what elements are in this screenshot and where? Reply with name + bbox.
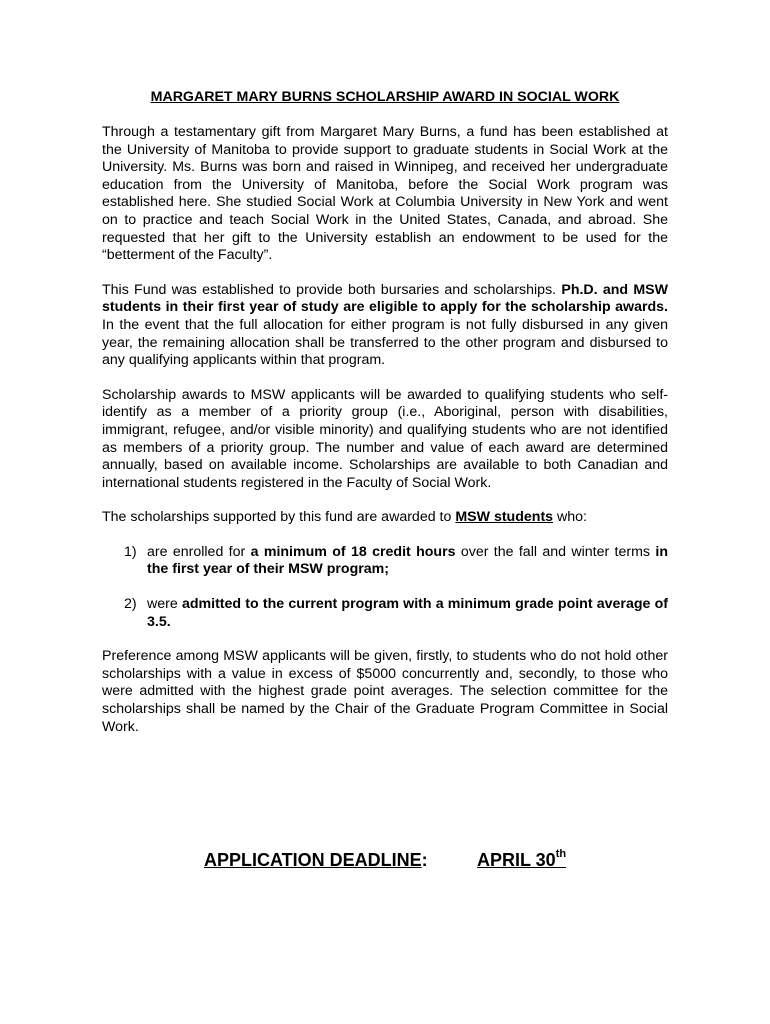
criteria-item-number: 1) bbox=[124, 543, 137, 560]
deadline-date-text: APRIL 30 bbox=[477, 850, 556, 870]
criteria-item-text-a: are enrolled for bbox=[147, 543, 251, 560]
paragraph-eligibility bbox=[102, 282, 668, 370]
deadline-date-suffix: th bbox=[555, 848, 567, 860]
criteria-item-bold-b: in the first year of their MSW program; bbox=[147, 543, 668, 578]
paragraph-criteria-intro bbox=[102, 509, 668, 527]
criteria-intro-emphasis: MSW students bbox=[455, 509, 554, 526]
criteria-intro-text-a: The scholarships supported by this fund are awarded to bbox=[102, 509, 456, 526]
deadline-date bbox=[477, 850, 566, 871]
deadline-label-group bbox=[204, 850, 428, 871]
document-title: MARGARET MARY BURNS SCHOLARSHIP AWARD IN SOCIAL WORK bbox=[150, 89, 620, 105]
criteria-item-text-a: were bbox=[147, 596, 182, 613]
paragraph-preference: Preference among MSW applicants will be given, firstly, to students who do not hold other scholarships with a value in excess of $5000 concurrently and, secondly, to those who were admitted with the highest grade point averages. The selection committee for the scholarships shall be named by the Chair of the Graduate Program Committee in Social Work. bbox=[102, 648, 668, 735]
criteria-list bbox=[102, 544, 668, 631]
paragraph-eligibility-text-b: In the event that the full allocation for either program is not fully disbursed in any given year, the remaining allocation shall be transferred to the other program and disbursed to any qualifying applicants within that program. bbox=[102, 316, 668, 369]
criteria-item-text-b: over the fall and winter terms bbox=[455, 543, 656, 560]
criteria-item-bold-a: a minimum of 18 credit hours bbox=[250, 543, 456, 560]
application-deadline bbox=[0, 846, 770, 876]
paragraph-eligibility-bold: Ph.D. and MSW students in their first year of study are eligible to apply for the scholarship awards. bbox=[102, 281, 668, 316]
deadline-label: APPLICATION DEADLINE bbox=[204, 850, 422, 870]
document-body bbox=[102, 88, 668, 753]
criteria-item bbox=[102, 596, 668, 631]
criteria-item-number: 2) bbox=[124, 596, 137, 613]
criteria-item-bold-a: admitted to the current program with a minimum grade point average of 3.5. bbox=[147, 596, 668, 630]
paragraph-msw-awards: Scholarship awards to MSW applicants will be awarded to qualifying students who self-identify as a member of a priority group (i.e., Aboriginal, person with disabilities, immigrant, refugee, and/or visible minority) and qualifying students who are not identified as members of a priority group. The number and value of each award are determined annually, based on available income. Scholarships are available to both Canadian and international students registered in the Faculty of Social Work. bbox=[102, 386, 668, 491]
paragraph-background: Through a testamentary gift from Margaret Mary Burns, a fund has been established at the University of Manitoba to provide support to graduate students in Social Work at the University. Ms. Burns was born and raised in Winnipeg, and received her undergraduate education from the University of Manitoba, before the Social Work program was established here. She studied Social Work at Columbia University in New York and went on to practice and teach Social Work in the United States, Canada, and abroad. She requested that her gift to the University establish an endowment to be used for the “betterment of the Faculty”. bbox=[102, 124, 668, 264]
criteria-intro-text-b: who: bbox=[553, 509, 587, 526]
criteria-item bbox=[102, 544, 668, 579]
deadline-colon: : bbox=[421, 850, 428, 870]
paragraph-eligibility-text-a: This Fund was established to provide both bursaries and scholarships. bbox=[102, 281, 562, 298]
